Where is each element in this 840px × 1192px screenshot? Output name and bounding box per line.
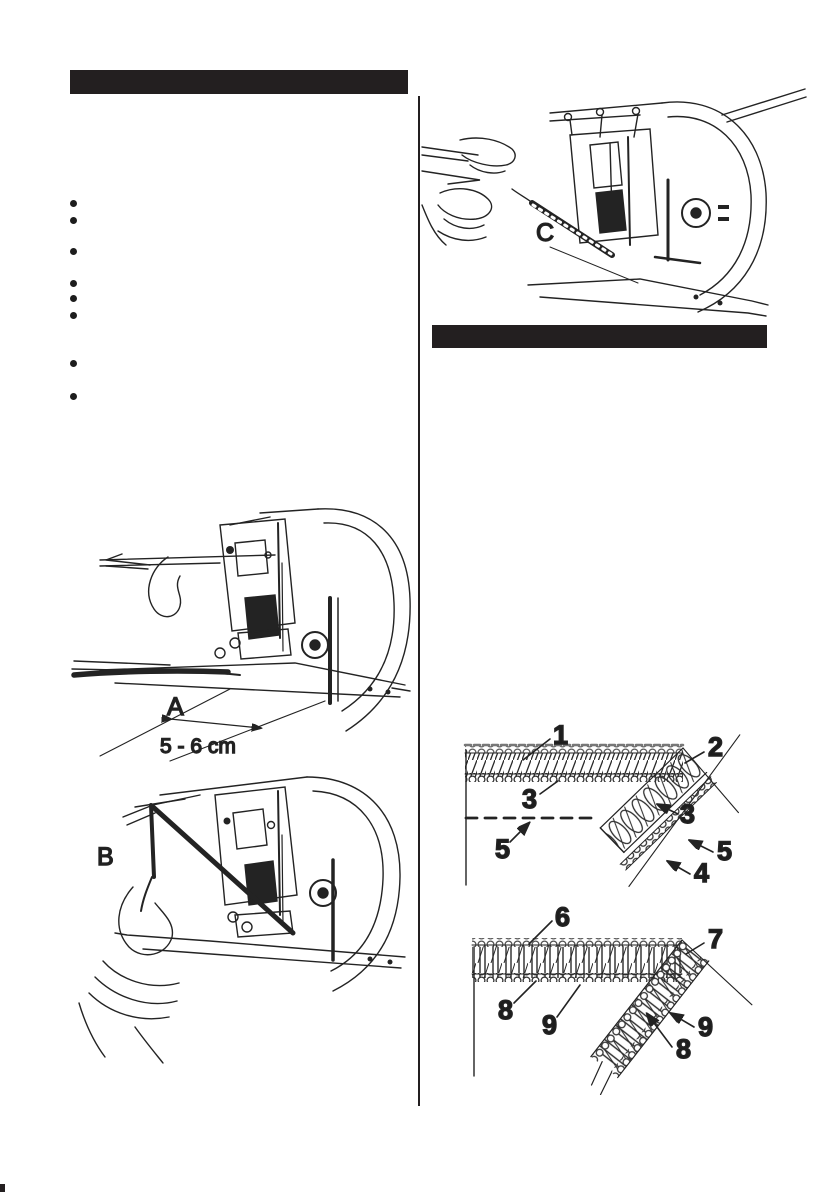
- callout-6: 6: [555, 902, 571, 932]
- callout-7: 7: [708, 924, 724, 954]
- hand: [119, 887, 173, 955]
- callout-4: 4: [694, 858, 710, 888]
- section-header-bar-left: [70, 70, 408, 94]
- list-item: [70, 360, 87, 367]
- bullet-icon: [70, 360, 77, 367]
- section-header-label-right: [432, 325, 767, 348]
- figure-seam-diagram-1: [450, 712, 840, 907]
- figure-machine-thread-chain-c: [400, 85, 810, 320]
- list-item: [70, 248, 87, 255]
- stitch-plate: [115, 933, 405, 968]
- section-header-label-left: [70, 70, 408, 94]
- callout-9b: 9: [698, 1012, 714, 1042]
- callout-8b: 8: [676, 1034, 692, 1064]
- bullet-icon: [70, 393, 77, 400]
- bullet-icon: [70, 217, 77, 224]
- list-item: [70, 200, 87, 207]
- bullet-icon: [70, 200, 77, 207]
- figure-seam-diagram-2: [450, 895, 840, 1095]
- callout-3b: 3: [680, 799, 696, 829]
- bullet-icon: [70, 280, 77, 287]
- callout-2: 2: [708, 732, 724, 762]
- section-header-bar-right: [432, 325, 767, 348]
- stitch-band-horizontal: [472, 938, 682, 982]
- callout-8a: 8: [498, 995, 514, 1025]
- dimension-text: 5 - 6 cm: [160, 735, 236, 758]
- table-edge: [100, 555, 275, 566]
- bullet-icon: [70, 295, 77, 302]
- stitch-plate: [100, 663, 410, 697]
- figure-b-label: B: [97, 843, 114, 871]
- figure-a-label: A: [167, 693, 184, 721]
- list-item: [70, 312, 87, 319]
- list-item: [70, 280, 87, 287]
- thread-chain: [74, 671, 228, 675]
- callout-3a: 3: [522, 784, 538, 814]
- figure-machine-hand-b: [75, 765, 415, 1065]
- bullet-icon: [70, 248, 77, 255]
- callout-5b: 5: [717, 836, 733, 866]
- figure-c-label: C: [536, 219, 555, 247]
- hand-lower: [438, 189, 492, 220]
- list-item: [70, 393, 87, 400]
- scan-artifact: [0, 1184, 5, 1192]
- spool-rod: [722, 89, 806, 122]
- callout-1: 1: [553, 720, 569, 750]
- hand-upper: [460, 138, 515, 166]
- figure-machine-chain-a: [70, 503, 415, 765]
- stitch-plate: [528, 279, 768, 316]
- bullet-icon: [70, 312, 77, 319]
- callout-9a: 9: [542, 1010, 558, 1040]
- fabric-edge: [123, 795, 200, 825]
- callout-5a: 5: [495, 834, 511, 864]
- thread-lever: [149, 557, 181, 617]
- list-item: [70, 295, 87, 302]
- stitch-band-horizontal: [465, 744, 683, 782]
- machine-body-outline: [307, 777, 400, 991]
- list-item: [70, 217, 87, 224]
